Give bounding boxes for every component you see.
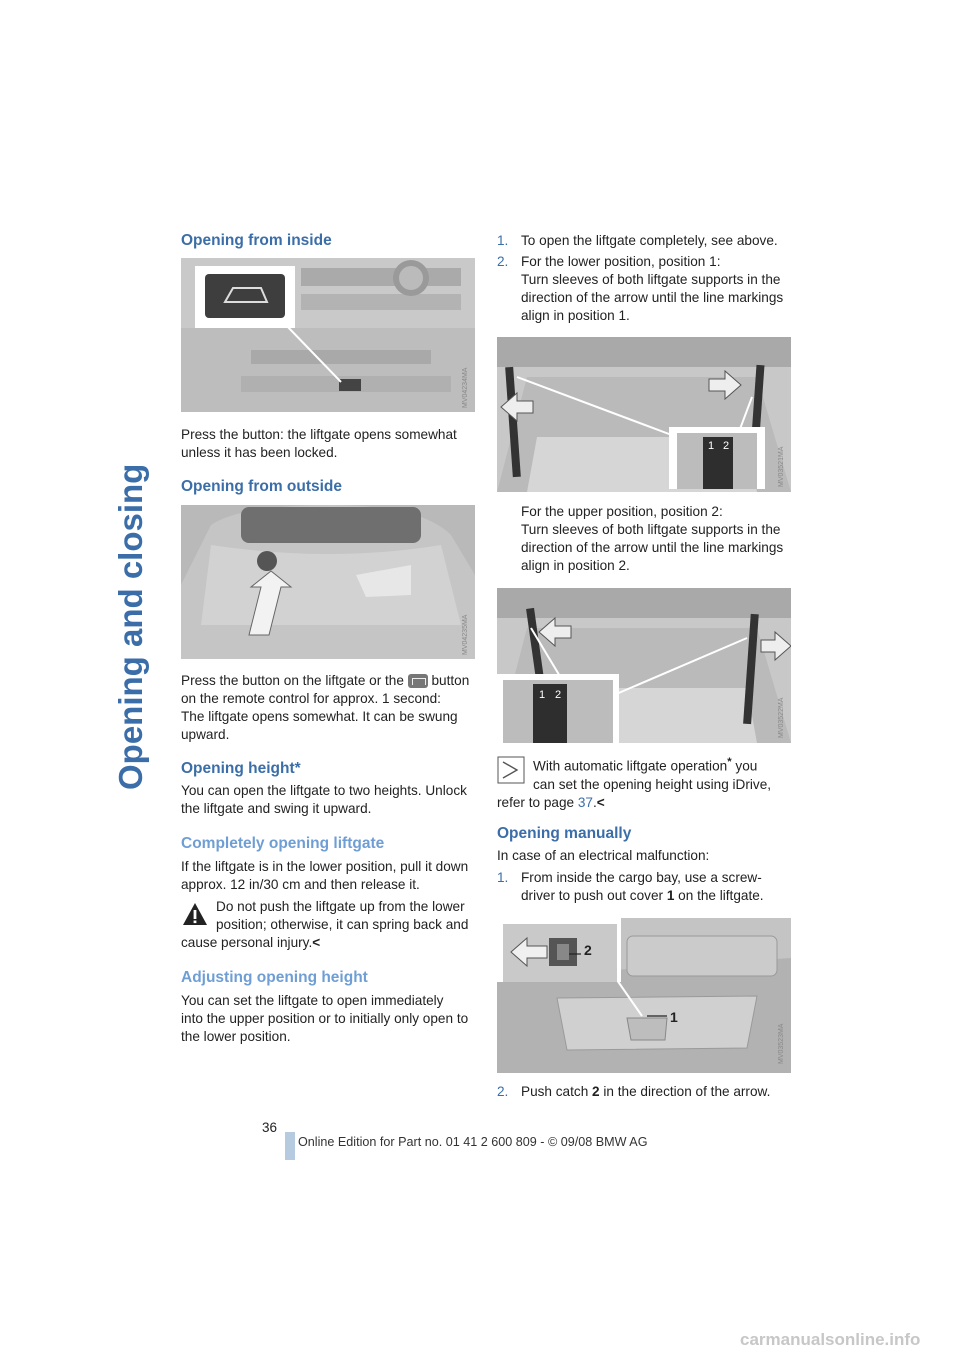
end-mark: <: [596, 794, 605, 810]
manual-step-1: 1. From inside the cargo bay, use a screw- driver to push out cover 1 on the liftgate.: [497, 870, 764, 903]
step-1: 1. To open the liftgate completely, see above.: [497, 233, 778, 248]
svg-text:MV03521MA: MV03521MA: [778, 446, 785, 487]
callout-1: 1: [670, 1009, 678, 1025]
note-automatic-operation: With automatic liftgate operation* you can set the opening height using iDrive, refer to page 37.<: [497, 756, 772, 810]
image-dashboard-button: [181, 258, 475, 412]
image-cover-catch: [497, 918, 791, 1073]
paragraph-completely: If the liftgate is in the lower position, pull it down approx. 12 in/30 cm and then release it.: [181, 859, 469, 892]
svg-text:MV03522MA: MV03522MA: [778, 697, 785, 738]
heading-adjusting: Adjusting opening height: [181, 969, 368, 986]
page-number: 36: [262, 1120, 278, 1135]
paragraph-upper-position: For the upper position, position 2: Turn sleeves of both liftgate supports in the direction of the arrow until the line markings align in position 2.: [521, 504, 784, 573]
paragraph-adjusting: You can set the liftgate to open immediately into the upper position or to initially only open to the lower position.: [181, 993, 469, 1044]
svg-text:2: 2: [555, 689, 562, 701]
svg-text:2: 2: [723, 440, 730, 452]
footer-accent-bar: [285, 1132, 295, 1160]
section-title-text: Opening and closing: [112, 463, 149, 790]
footer-edition: Online Edition for Part no. 01 41 2 600 809 - © 09/08 BMW AG: [298, 1135, 648, 1149]
paragraph-inside: Press the button: the liftgate opens somewhat unless it has been locked.: [181, 427, 457, 460]
image-lower-position: [497, 337, 791, 492]
paragraph-outside: Press the button on the liftgate or the button on the remote control for approx. 1 second: The liftgate opens somewhat. It can be swung upward.: [181, 673, 470, 742]
paragraph-manual: In case of an electrical malfunction:: [497, 848, 710, 863]
image-upper-position: [497, 588, 791, 743]
heading-opening-height: Opening height*: [181, 760, 301, 777]
heading-completely-opening: Completely opening liftgate: [181, 835, 385, 852]
page-link-37[interactable]: 37: [577, 794, 593, 810]
watermark: carmanualsonline.info: [740, 1330, 921, 1349]
paragraph-height: You can open the liftgate to two heights. Unlock the liftgate and swing it upward.: [181, 783, 467, 816]
svg-text:MV03523MA: MV03523MA: [778, 1023, 785, 1064]
image-liftgate-exterior: [181, 505, 475, 659]
svg-text:MV04235MA: MV04235MA: [462, 614, 469, 655]
section-title: [92, 230, 152, 790]
heading-opening-inside: Opening from inside: [181, 232, 332, 249]
warning-text: Do not push the liftgate up from the lower position; otherwise, it can spring back and cause personal injury.<: [181, 899, 469, 950]
step-2: 2. For the lower position, position 1: Turn sleeves of both liftgate supports in the direction of the arrow until the line markings align in position 1.: [497, 254, 784, 323]
svg-text:1: 1: [539, 689, 546, 701]
svg-text:1: 1: [708, 440, 715, 452]
heading-opening-manually: Opening manually: [497, 825, 632, 842]
manual-step-2: 2. Push catch 2 in the direction of the arrow.: [497, 1084, 771, 1099]
end-mark: <: [312, 935, 321, 950]
svg-text:MV04234MA: MV04234MA: [462, 367, 469, 408]
callout-2: 2: [584, 942, 592, 958]
remote-liftgate-icon: [408, 674, 428, 688]
heading-opening-outside: Opening from outside: [181, 478, 343, 495]
